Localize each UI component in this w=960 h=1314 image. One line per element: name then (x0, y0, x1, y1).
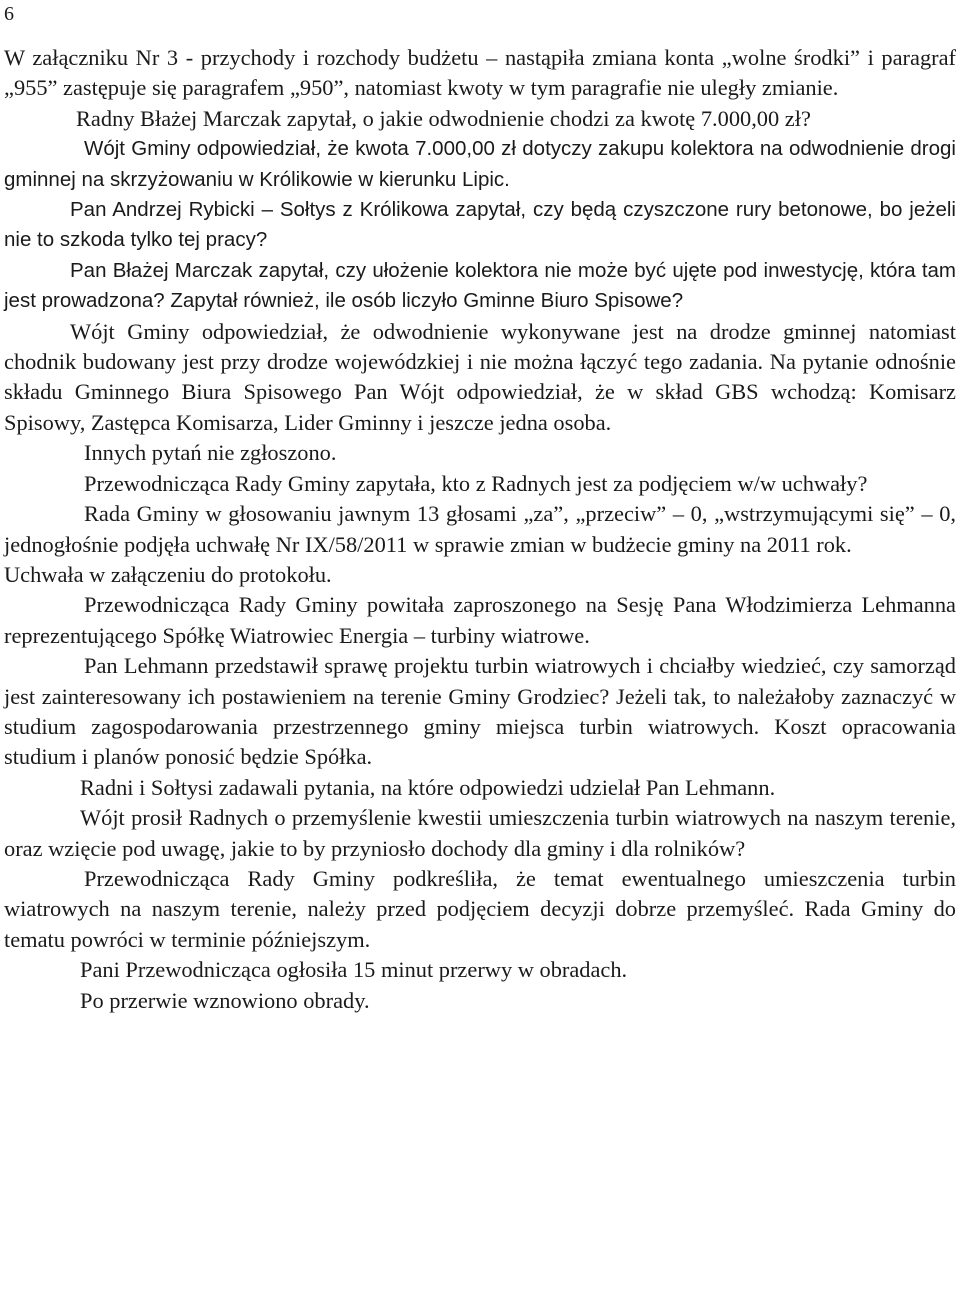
paragraph-break-announced: Pani Przewodnicząca ogłosiła 15 minut przerwy w obradach. (80, 957, 628, 983)
document-body (4, 43, 956, 1016)
paragraph-marczak-question: Radny Błażej Marczak zapytał, o jakie odwodnienie chodzi za kwotę 7.000,00 zł? (76, 105, 811, 131)
paragraph-chair-welcome: Przewodnicząca Rady Gminy powitała zaproszonego na Sesję Pana Włodzimierza Lehmanna reprezentującego Spółkę Wiatrowiec Energia – turbiny wiatrowe. (4, 592, 956, 648)
paragraph-budget-change: W załączniku Nr 3 - przychody i rozchody budżetu – nastąpiła zmiana konta „wolne środki” i paragraf „955” zastępuje się paragrafem „950”, natomiast kwoty w tym paragrafie nie uległy zmianie. (4, 45, 956, 101)
paragraph-questions-asked: Radni i Sołtysi zadawali pytania, na które odpowiedzi udzielał Pan Lehmann. (80, 774, 776, 800)
paragraph-lehmann-presentation: Pan Lehmann przedstawił sprawę projektu turbin wiatrowych i chciałby wiedzieć, czy samorząd jest zainteresowany ich postawieniem na terenie Gminy Grodziec? Jeżeli tak, to należałoby zaznaczyć w studium zagospodarowania przestrzennego gminy miejsca turbin wiatrowych. Koszt opracowania studium i planów ponosić będzie Spółka. (4, 653, 956, 770)
paragraph-wojt-request: Wójt prosił Radnych o przemyślenie kwestii umieszczenia turbin wiatrowych na naszym terenie, oraz wzięcie pod uwagę, jakie to by przyniosło dochody dla gminy i dla rolników? (4, 805, 956, 861)
paragraph-wojt-answer-gbs: Wójt Gminy odpowiedział, że odwodnienie wykonywane jest na drodze gminnej natomiast chodnik budowany jest przy drodze wojewódzkiej i nie można łączyć tego zadania. Na pytanie odnośnie składu Gminnego Biura Spisowego Pan Wójt odpowiedział, że w skład GBS wchodzą: Komisarz Spisowy, Zastępca Komisarza, Lider Gminny i jeszcze jedna osoba. (4, 318, 956, 435)
paragraph-vote-result: Rada Gminy w głosowaniu jawnym 13 głosami „za”, „przeciw” – 0, „wstrzymującymi się” – 0, jednogłośnie podjęła uchwałę Nr IX/58/2011 w sprawie zmian w budżecie gminy na 2011 rok. (4, 501, 956, 557)
page-number: 6 (4, 3, 14, 25)
paragraph-marczak-investment-question: Pan Błażej Marczak zapytał, czy ułożenie kolektora nie może być ujęte pod inwestycję, która tam jest prowadzona? Zapytał również, ile osób liczyło Gminne Biuro Spisowe? (4, 258, 956, 313)
paragraph-chair-vote-call: Przewodnicząca Rady Gminy zapytała, kto z Radnych jest za podjęciem w/w uchwały? (84, 470, 868, 496)
paragraph-wojt-answer-collector: Wójt Gminy odpowiedział, że kwota 7.000,00 zł dotyczy zakupu kolektora na odwodnienie drogi gminnej na skrzyżowaniu w Królikowie w kierunku Lipic. (4, 137, 956, 191)
paragraph-rybicki-question: Pan Andrzej Rybicki – Sołtys z Królikowa zapytał, czy będą czyszczone rury betonowe, bo jeżeli nie to szkoda tylko tej pracy? (4, 198, 956, 252)
paragraph-session-resumed: Po przerwie wznowiono obrady. (80, 987, 370, 1013)
paragraph-resolution-attached: Uchwała w załączeniu do protokołu. (4, 561, 332, 587)
paragraph-chair-emphasis: Przewodnicząca Rady Gminy podkreśliła, że temat ewentualnego umieszczenia turbin wiatrowych na naszym terenie, należy przed podjęciem decyzji dobrze przemyśleć. Rada Gminy do tematu powróci w terminie późniejszym. (4, 865, 956, 952)
paragraph-no-questions: Innych pytań nie zgłoszono. (84, 440, 337, 466)
